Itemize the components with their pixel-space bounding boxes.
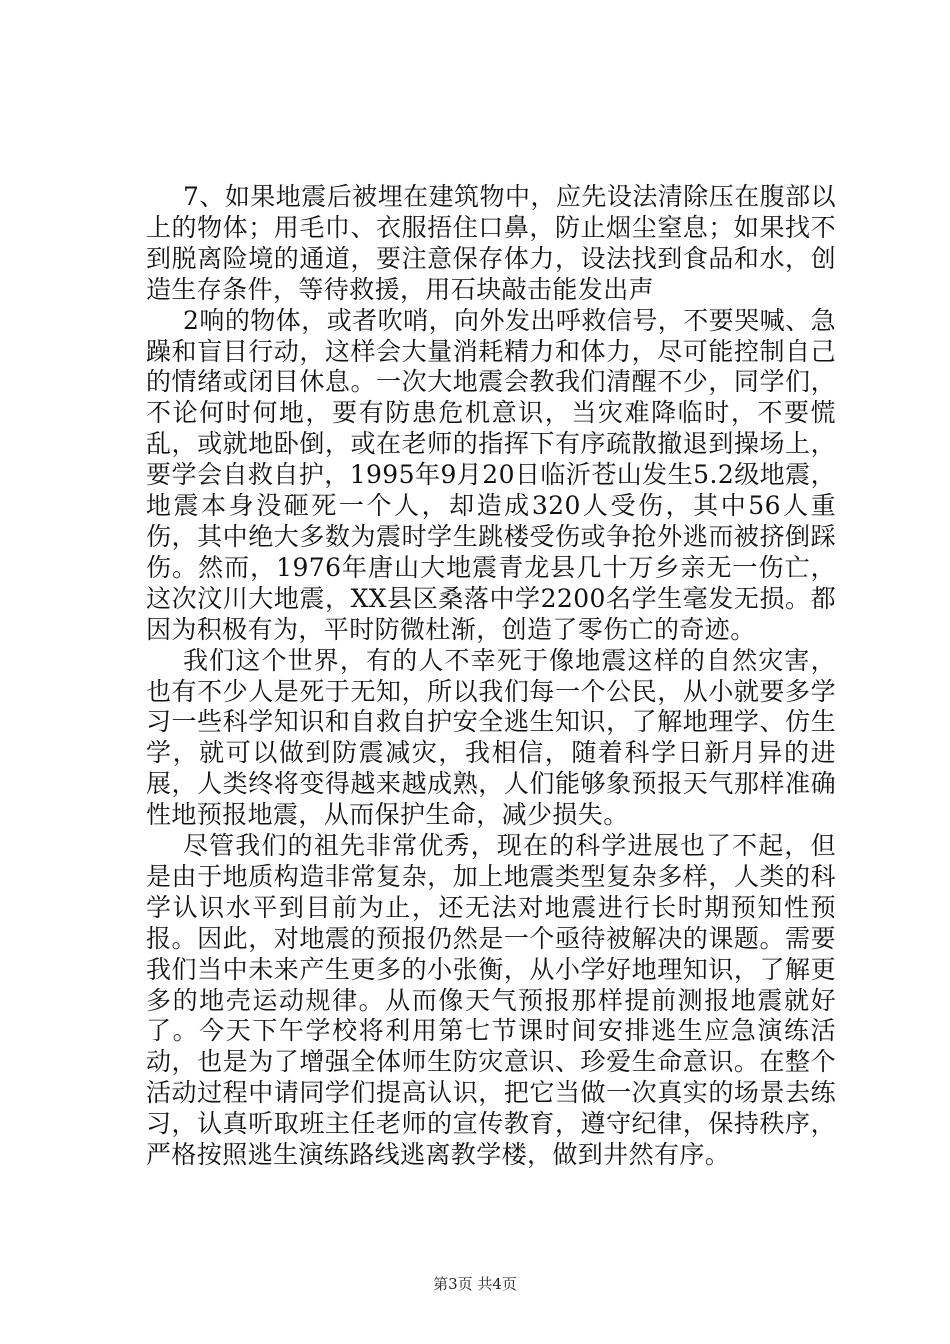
paragraph-calm-self-rescue: 2响的物体，或者吹哨，向外发出呼救信号，不要哭喊、急躁和盲目行动，这样会大量消耗精力和体力，尽可能控制自己的情绪或闭目休息。一次大地震会教我们清醒不少，同学们，不论何时何地，要有防患危机意识，当灾难降临时，不要慌乱，或就地卧倒，或在老师的指挥下有序疏散撤退到操场上，要学会自救自护，1995年9月20日临沂苍山发生5.2级地震，地震本身没砸死一个人，却造成320人受伤，其中56人重伤，其中绝大多数为震时学生跳楼受伤或争抢外逃而被挤倒踩伤。然而，1976年唐山大地震青龙县几十万乡亲无一伤亡，这次汶川大地震，XX县区桑落中学2200名学生毫发无损。都因为积极有为，平时防微杜渐，创造了零伤亡的奇迹。	[146, 305, 836, 644]
paragraph-science-knowledge: 我们这个世界，有的人不幸死于像地震这样的自然灾害，也有不少人是死于无知，所以我们每一个公民，从小就要多学习一些科学知识和自救自护安全逃生知识，了解地理学、仿生学，就可以做到防震减灾，我相信，随着科学日新月异的进展，人类终将变得越来越成熟，人们能够象预报天气那样准确性地预报地震，从而保护生命，减少损失。	[146, 645, 836, 830]
paragraph-prediction-drill: 尽管我们的祖先非常优秀，现在的科学进展也了不起，但是由于地质构造非常复杂，加上地震类型复杂多样，人类的科学认识水平到目前为止，还无法对地震进行长时期预知性预报。因此，对地震的预报仍然是一个亟待被解决的课题。需要我们当中未来产生更多的小张衡，从小学好地理知识，了解更多的地壳运动规律。从而像天气预报那样提前测报地震就好了。今天下午学校将利用第七节课时间安排逃生应急演练活动，也是为了增强全体师生防灾意识、珍爱生命意识。在整个活动过程中请同学们提高认识，把它当做一次真实的场景去练习，认真听取班主任老师的宣传教育，遵守纪律，保持秩序，严格按照逃生演练路线逃离教学楼，做到井然有序。	[146, 831, 836, 1170]
page-footer: 第3页 共4页	[433, 1275, 517, 1293]
paragraph-earthquake-trapped: 7、如果地震后被埋在建筑物中，应先设法清除压在腹部以上的物体；用毛巾、衣服捂住口鼻，防止烟尘窒息；如果找不到脱离险境的通道，要注意保存体力，设法找到食品和水，创造生存条件，等待救援，用石块敲击能发出声	[146, 182, 836, 304]
document-body	[146, 182, 836, 1171]
